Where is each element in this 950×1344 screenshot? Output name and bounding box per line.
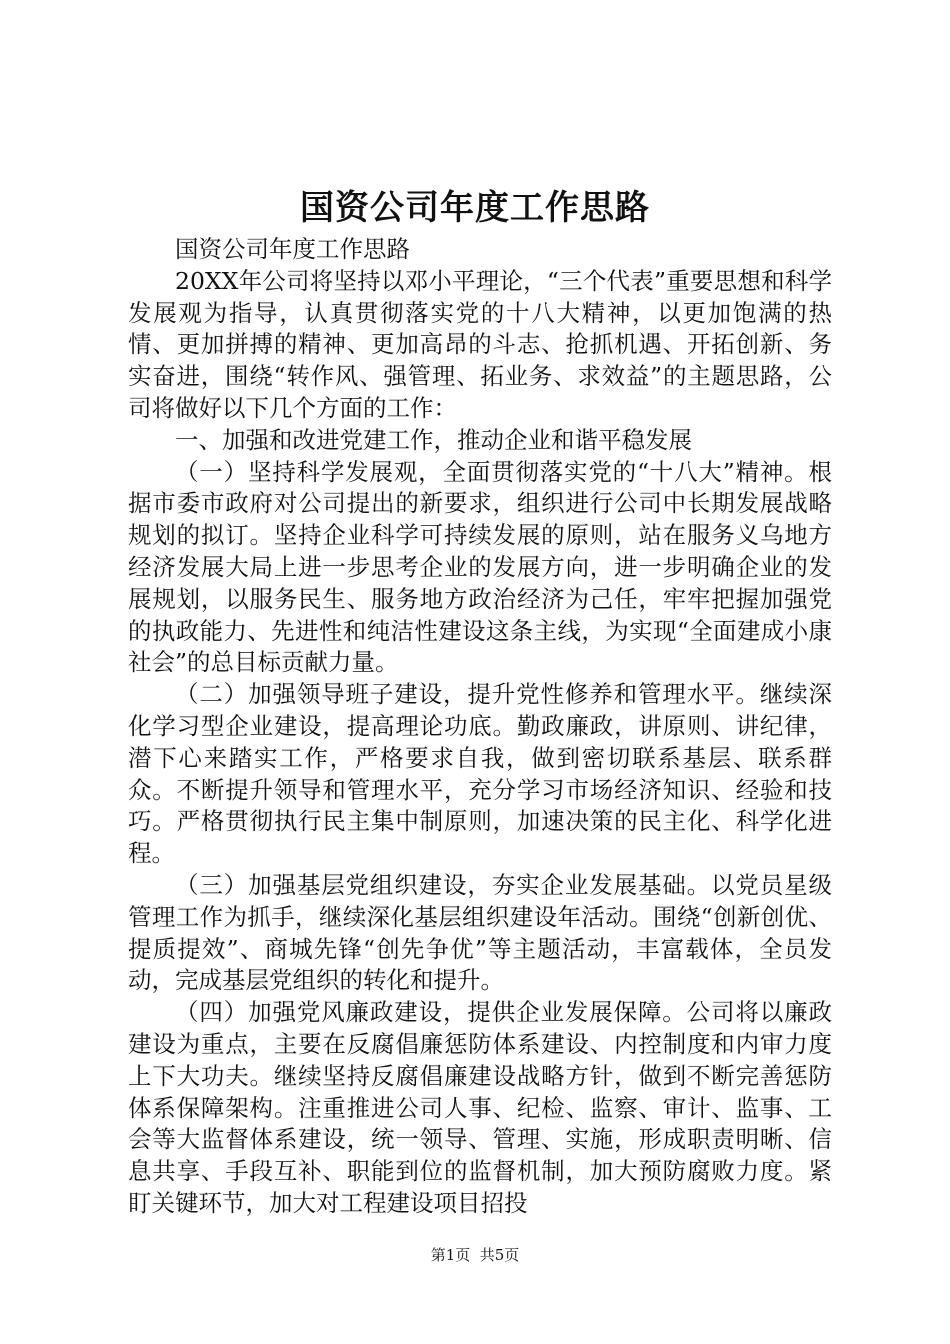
section-heading: 一、加强和改进党建工作，推动企业和谐平稳发展 [175,425,692,454]
paragraph-intro: 20XX年公司将坚持以邓小平理论，“三个代表”重要思想和科学发展观为指导，认真贯彻落实党的十八大精神，以更加饱满的热情、更加拼搏的精神、更加高昂的斗志、抢抓机遇、开拓创新、务实奋进，围绕“转作风、强管理、拓业务、求效益”的主题思路，公司将做好以下几个方面的工作： [128,266,832,422]
paragraph-item-1: （一）坚持科学发展观，全面贯彻落实党的“十八大”精神。根据市委市政府对公司提出的新要求，组织进行公司中长期发展战略规划的拟订。坚持企业科学可持续发展的原则，站在服务义乌地方经济发展大局上进一步思考企业的发展方向，进一步明确企业的发展规划，以服务民生、服务地方政治经济为己任，牢牢把握加强党的执政能力、先进性和纯洁性建设这条主线，为实现“全面建成小康社会”的总目标贡献力量。 [128,457,832,677]
page-number-footer: 第1页 共5页 [430,1246,520,1264]
paragraph-subtitle: 国资公司年度工作思路 [175,235,410,263]
paragraph-item-4: （四）加强党风廉政建设，提供企业发展保障。公司将以廉政建设为重点，主要在反腐倡廉惩防体系建设、内控制度和内审力度上下大功夫。继续坚持反腐倡廉建设战略方针，做到不断完善惩防体系保障架构。注重推进公司人事、纪检、监察、审计、监事、工会等大监督体系建设，统一领导、管理、实施，形成职责明晰、信息共享、手段互补、职能到位的监督机制，加大预防腐败力度。紧盯关键环节，加大对工程建设项目招投 [128,998,832,1217]
paragraph-item-2: （二）加强领导班子建设，提升党性修养和管理水平。继续深化学习型企业建设，提高理论功底。勤政廉政，讲原则、讲纪律，潜下心来踏实工作，严格要求自我，做到密切联系基层、联系群众。不断提升领导和管理水平，充分学习市场经济知识、经验和技巧。严格贯彻执行民主集中制原则，加速决策的民主化、科学化进程。 [128,680,832,868]
document-title: 国资公司年度工作思路 [300,188,650,228]
document-body [128,234,832,1220]
paragraph-item-3: （三）加强基层党组织建设，夯实企业发展基础。以党员星级管理工作为抓手，继续深化基层组织建设年活动。围绕“创新创优、提质提效”、商城先锋“创先争优”等主题活动，丰富载体，全员发动，完成基层党组织的转化和提升。 [128,870,832,995]
